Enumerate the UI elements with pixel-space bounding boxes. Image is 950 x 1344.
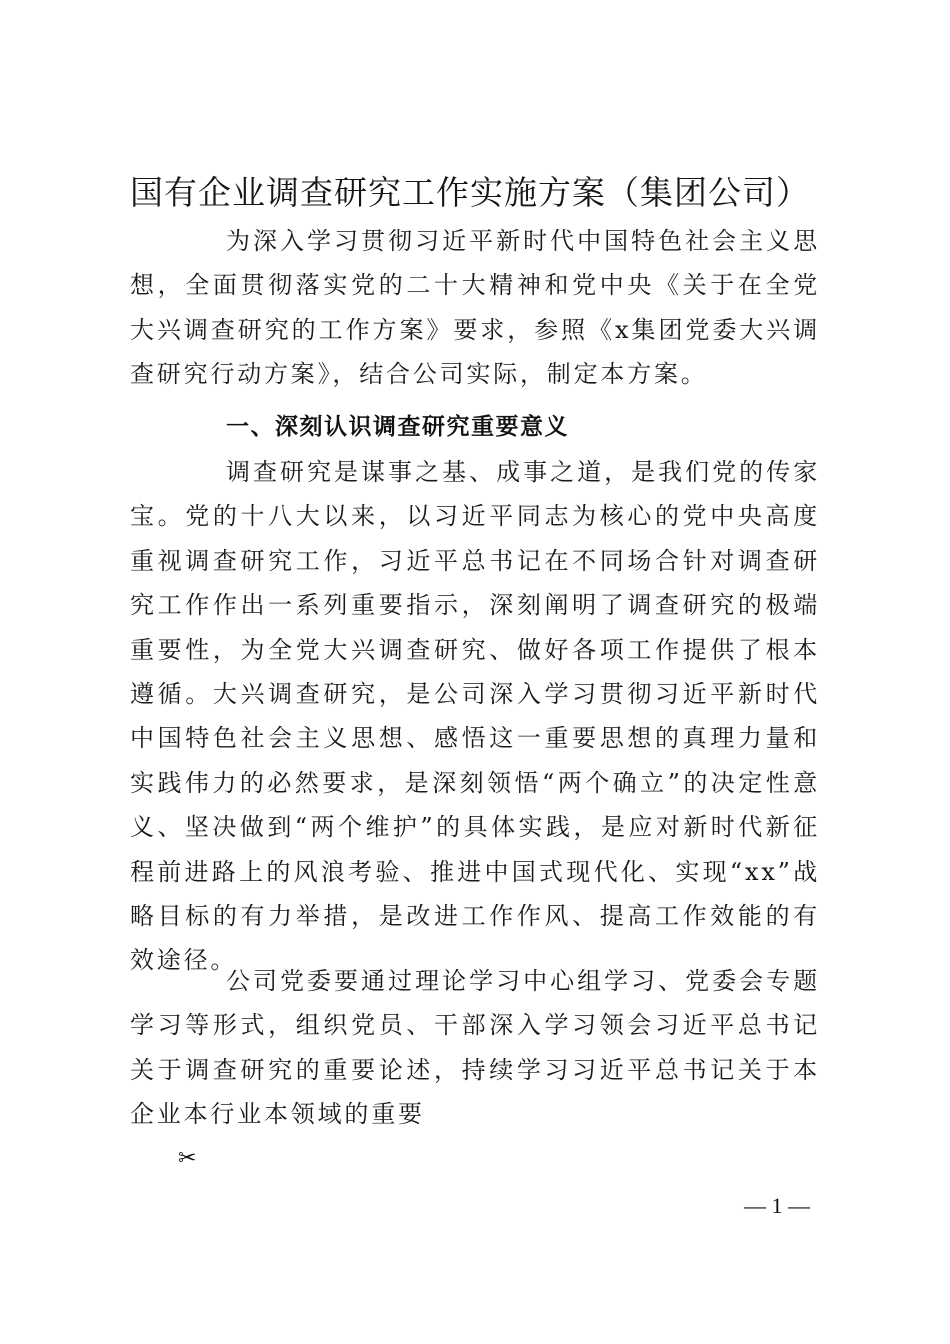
- intro-paragraph: 为深入学习贯彻习近平新时代中国特色社会主义思想，全面贯彻落实党的二十大精神和党中央《关于在全党大兴调查研究的工作方案》要求，参照《x集团党委大兴调查研究行动方案》，结合公司实际，制定本方案。: [130, 227, 820, 389]
- section-1-heading: 一、深刻认识调查研究重要意义: [226, 414, 569, 440]
- scissors-icon: ✂: [178, 1146, 197, 1171]
- page-number: — 1 —: [744, 1193, 810, 1218]
- section-1-paragraph-2: 公司党委要通过理论学习中心组学习、党委会专题学习等形式，组织党员、干部深入学习领会习近平总书记关于调查研究的重要论述，持续学习习近平总书记关于本企业本行业本领域的重要: [130, 967, 820, 1129]
- document-title: 国有企业调查研究工作实施方案（集团公司）: [130, 173, 810, 212]
- section-1-paragraph-1: 调查研究是谋事之基、成事之道，是我们党的传家宝。党的十八大以来，以习近平同志为核心的党中央高度重视调查研究工作，习近平总书记在不同场合针对调查研究工作作出一系列重要指示，深刻阐明了调查研究的极端重要性，为全党大兴调查研究、做好各项工作提供了根本遵循。大兴调查研究，是公司深入学习贯彻习近平新时代中国特色社会主义思想、感悟这一重要思想的真理力量和实践伟力的必然要求，是深刻领悟“两个确立”的决定性意义、坚决做到“两个维护”的具体实践，是应对新时代新征程前进路上的风浪考验、推进中国式现代化、实现“xx”战略目标的有力举措，是改进工作作风、提高工作效能的有效途径。: [130, 458, 820, 975]
